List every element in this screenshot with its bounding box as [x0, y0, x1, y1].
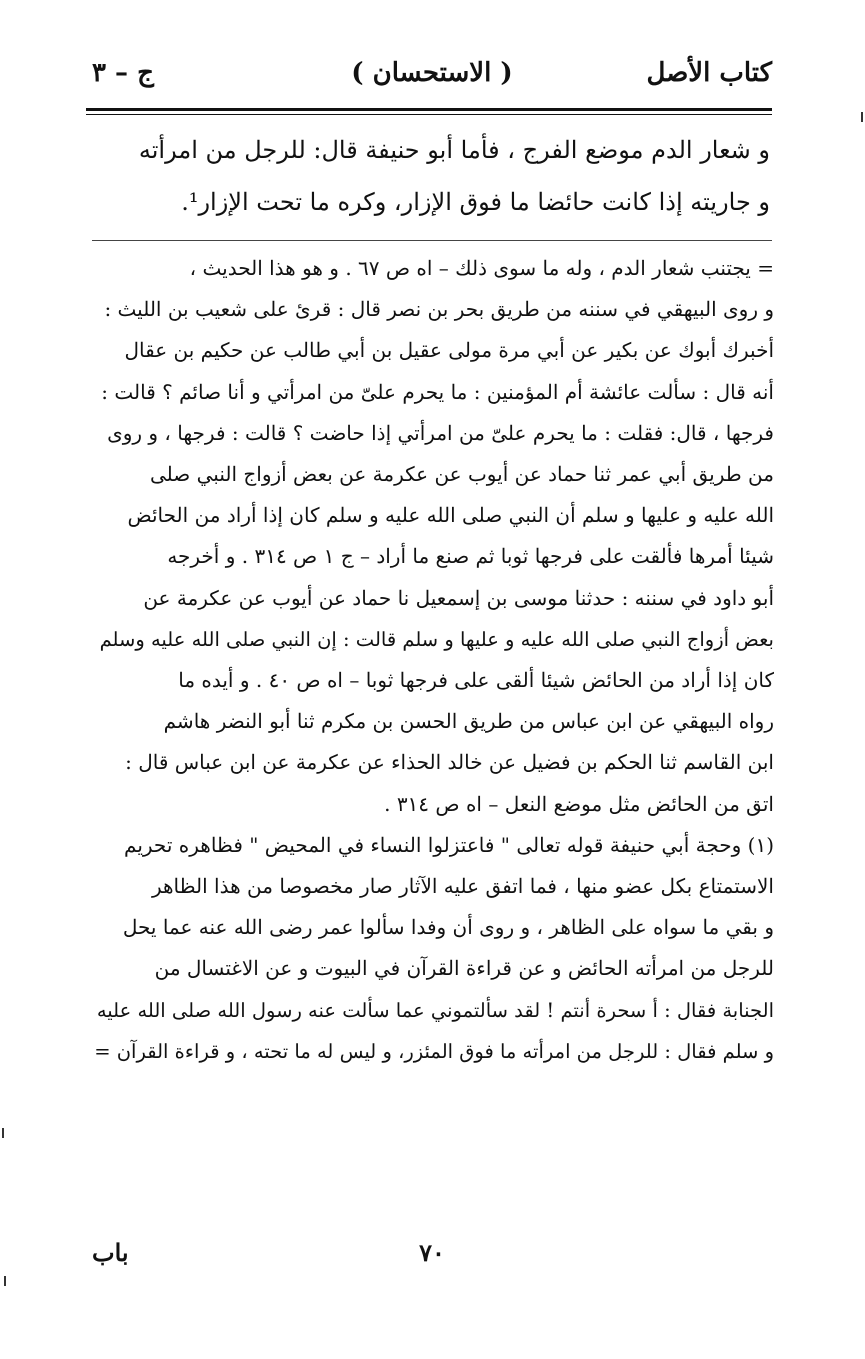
footnote-line: أنه قال : سألت عائشة أم المؤمنين : ما يحرم علىّ من امرأتي و أنا صائم ؟ قالت : — [101, 379, 774, 404]
page-footer — [92, 1238, 772, 1278]
page-number: ٧٠ — [419, 1238, 445, 1267]
footnote-line: و بقي ما سواه على الظاهر ، و روى أن وفدا سألوا عمر رضى الله عنه عما يحل — [122, 915, 774, 940]
main-text-line: و شعار الدم موضع الفرج ، فأما أبو حنيفة قال: للرجل من امرأته — [138, 136, 770, 164]
volume-number: ج – ٣ — [92, 58, 154, 88]
footnote-line: الله عليه و عليها و سلم أن النبي صلى الله عليه و سلم كان إذا أراد من الحائض — [127, 503, 774, 528]
footnote-line: = يجتنب شعار الدم ، وله ما سوى ذلك – اه ص ٦٧ . و هو هذا الحديث ، — [189, 256, 774, 280]
footnote-line: بعض أزواج النبي صلى الله عليه و عليها و سلم قالت : إن النبي صلى الله عليه وسلم — [99, 627, 774, 651]
scan-margin-mark — [861, 112, 863, 122]
footnote-line: اتق من الحائض مثل موضع النعل – اه ص ٣١٤ . — [384, 791, 774, 816]
footnote-line: أبو داود في سننه : حدثنا موسى بن إسمعيل نا حماد عن أيوب عن عكرمة عن — [143, 585, 774, 610]
footnote-line: من طريق أبي عمر ثنا حماد عن أيوب عن عكرمة عن بعض أزواج النبي صلى — [149, 462, 774, 487]
footnote-line: كان إذا أراد من الحائض شيئا ألقى على فرجها ثوبا – اه ص ٤٠ . و أيده ما — [178, 668, 774, 693]
chapter-title: ( الاستحسان ) — [351, 58, 513, 88]
footnote-separator — [92, 240, 772, 241]
footnote-line: (١) وحجة أبي حنيفة قوله تعالى " فاعتزلوا النساء في المحيض " فظاهره تحريم — [124, 832, 774, 857]
main-text-line: و جاريته إذا كانت حائضا ما فوق الإزار، وكره ما تحت الإزار¹. — [181, 188, 770, 216]
header-rule-thin — [86, 114, 772, 115]
running-header — [92, 52, 772, 98]
header-rule-thick — [86, 108, 772, 111]
footnote-line: فرجها ، قال: فقلت : ما يحرم علىّ من امرأتي إذا حاضت ؟ قالت : فرجها ، و روى — [107, 420, 774, 445]
footnote-line: و سلم فقال : للرجل من امرأته ما فوق المئزر، و ليس له ما تحته ، و قراءة القرآن = — [94, 1039, 774, 1063]
footnote-line: رواه البيهقي عن ابن عباس من طريق الحسن بن مكرم ثنا أبو النضر هاشم — [163, 709, 774, 734]
footnote-line: ابن القاسم ثنا الحكم بن فضيل عن خالد الحذاء عن عكرمة عن ابن عباس قال : — [125, 750, 774, 775]
footnote-line: شيئا أمرها فألقت على فرجها ثوبا ثم صنع ما أراد – ج ١ ص ٣١٤ . و أخرجه — [167, 544, 774, 569]
catchword: باب — [92, 1238, 129, 1267]
footnote-line: و روى البيهقي في سننه من طريق بحر بن نصر قال : قرئ على شعيب بن الليث : — [104, 297, 774, 322]
main-text — [130, 124, 770, 228]
footnotes — [90, 248, 774, 1072]
footnote-line: الاستمتاع بكل عضو منها ، فما اتفق عليه الآثار صار مخصوصا من هذا الظاهر — [151, 874, 774, 899]
scan-margin-mark — [4, 1276, 6, 1286]
scan-margin-mark — [2, 1128, 4, 1138]
footnote-line: للرجل من امرأته الحائض و عن قراءة القرآن في البيوت و عن الاغتسال من — [154, 956, 774, 981]
footnote-line: الجنابة فقال : أ سحرة أنتم ! لقد سألتموني عما سألت عنه رسول الله صلى الله عليه — [96, 998, 774, 1022]
book-title: كتاب الأصل — [646, 58, 772, 88]
footnote-line: أخبرك أبوك عن بكير عن أبي مرة مولى عقيل بن أبي طالب عن حكيم بن عقال — [124, 338, 774, 363]
